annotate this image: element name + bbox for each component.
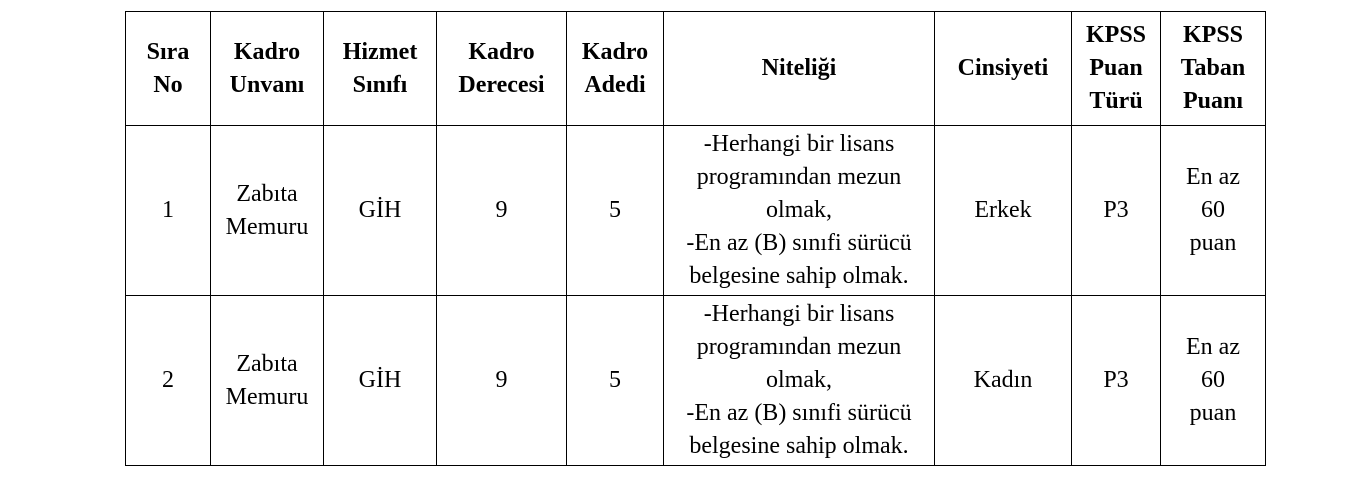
cell-niteligi: -Herhangi bir lisans programından mezun olmak, -En az (B) sınıfi sürücü belgesine sahip olmak. [664,126,935,296]
cell-kpss-taban-puani: En az 60 puan [1161,296,1266,466]
cell-kpss-puan-turu: P3 [1072,126,1161,296]
cell-kadro-adedi: 5 [567,296,664,466]
table-row [126,296,1266,466]
cell-sira-no: 2 [126,296,211,466]
kadro-table [125,11,1266,466]
cell-kadro-adedi: 5 [567,126,664,296]
cell-sira-no: 1 [126,126,211,296]
cell-kadro-derecesi: 9 [437,126,567,296]
header-kadro-unvani: Kadro Unvanı [211,12,324,126]
cell-cinsiyeti: Kadın [935,296,1072,466]
header-sira-no: Sıra No [126,12,211,126]
cell-kpss-puan-turu: P3 [1072,296,1161,466]
cell-kpss-taban-puani: En az 60 puan [1161,126,1266,296]
header-kpss-taban-puani: KPSS Taban Puanı [1161,12,1266,126]
cell-kadro-derecesi: 9 [437,296,567,466]
header-kpss-puan-turu: KPSS Puan Türü [1072,12,1161,126]
cell-hizmet-sinifi: GİH [324,296,437,466]
header-row [126,12,1266,126]
table-row [126,126,1266,296]
header-kadro-derecesi: Kadro Derecesi [437,12,567,126]
header-hizmet-sinifi: Hizmet Sınıfı [324,12,437,126]
header-kadro-adedi: Kadro Adedi [567,12,664,126]
cell-kadro-unvani: Zabıta Memuru [211,296,324,466]
header-niteligi: Niteliği [664,12,935,126]
header-cinsiyeti: Cinsiyeti [935,12,1072,126]
cell-niteligi: -Herhangi bir lisans programından mezun olmak, -En az (B) sınıfi sürücü belgesine sahip olmak. [664,296,935,466]
cell-cinsiyeti: Erkek [935,126,1072,296]
cell-hizmet-sinifi: GİH [324,126,437,296]
cell-kadro-unvani: Zabıta Memuru [211,126,324,296]
